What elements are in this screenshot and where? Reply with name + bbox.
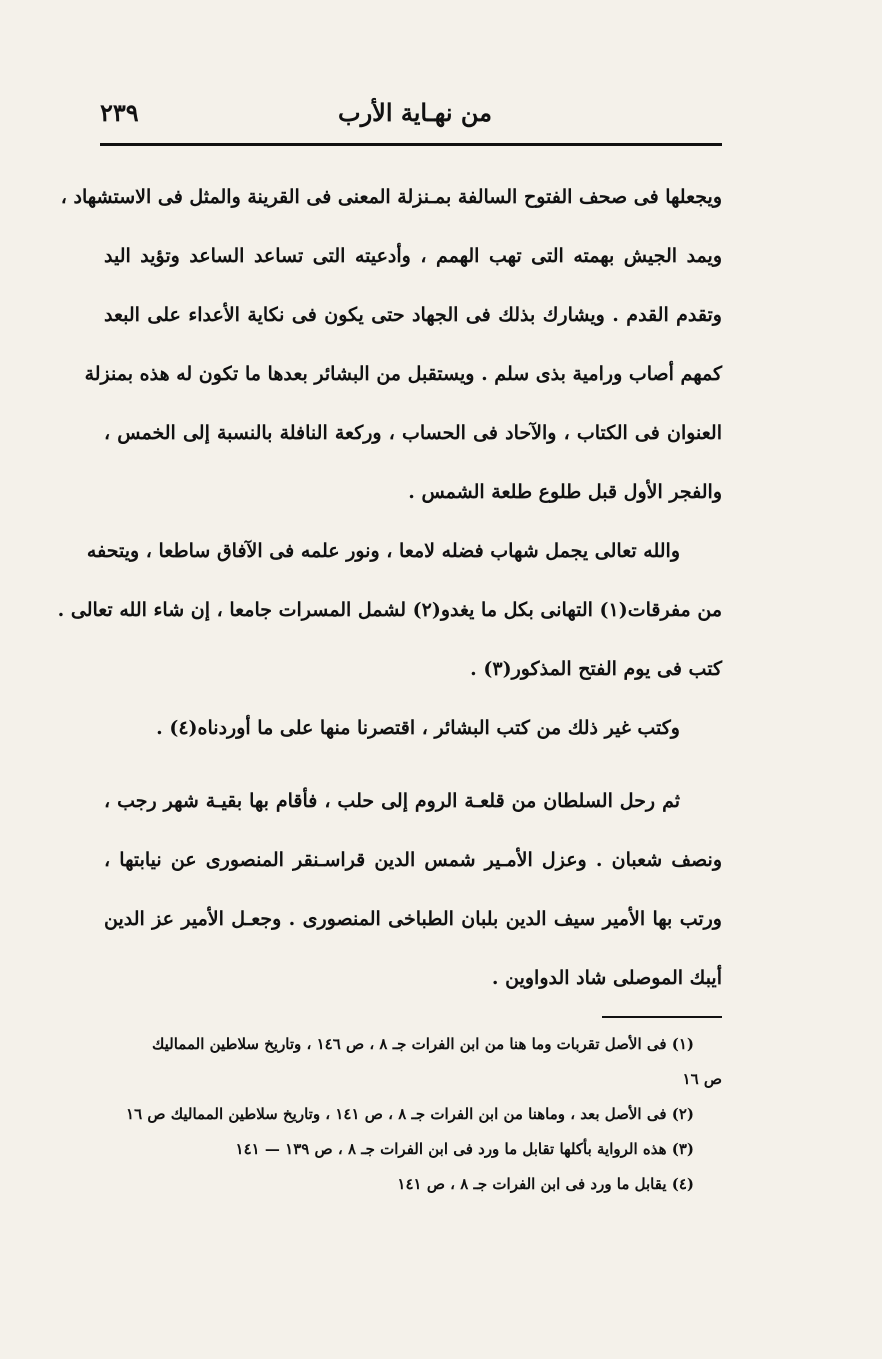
- text-line: العنوان فى الكتاب ، والآحاد فى الحساب ، وركعة النافلة بالنسبة إلى الخمس ،: [104, 422, 722, 444]
- text-line: من مفرقات(١) التهانى بكل ما يغدو(٢) لشمل المسرات جامعا ، إن شاء الله تعالى .: [57, 599, 722, 621]
- text-line: ثم رحل السلطان من قلعـة الروم إلى حلب ، فأقام بها بقيـة شهر رجب ،: [104, 790, 680, 812]
- text-line: والله تعالى يجمل شهاب فضله لامعا ، ونور علمه فى الآفاق ساطعا ، ويتحفه: [86, 540, 680, 562]
- text-line: كتب فى يوم الفتح المذكور(٣) .: [470, 658, 722, 680]
- text-line: وكتب غير ذلك من كتب البشائر ، اقتصرنا منها على ما أوردناه(٤) .: [156, 717, 680, 739]
- footnote-line: (١) فى الأصل تقربات وما هنا من ابن الفرات جـ ٨ ، ص ١٤٦ ، وتاريخ سلاطين المماليك: [151, 1035, 694, 1053]
- paragraph-gap: [104, 758, 722, 772]
- footnote-rule: [602, 1016, 722, 1018]
- text-line: ويمد الجيش بهمته التى تهب الهمم ، وأدعيته التى تساعد الساعد وتؤيد اليد: [104, 245, 722, 267]
- text-line: ونصف شعبان . وعزل الأمـير شمس الدين قراسـنقر المنصورى عن نيابتها ،: [104, 849, 722, 871]
- text-line: أيبك الموصلى شاد الدواوين .: [491, 967, 722, 989]
- text-line: والفجر الأول قبل طلوع طلعة الشمس .: [408, 481, 722, 503]
- running-title: من نهـاية الأرب: [337, 98, 492, 127]
- footnote-line: (٣) هذه الرواية بأكلها تقابل ما ورد فى ابن الفرات جـ ٨ ، ص ١٣٩ — ١٤١: [235, 1140, 694, 1158]
- text-line: ويجعلها فى صحف الفتوح السالفة بمـنزلة المعنى فى القرينة والمثل فى الاستشهاد ،: [60, 186, 722, 208]
- footnote-line: ص ١٦: [682, 1070, 722, 1088]
- text-line: وتقدم القدم . ويشارك بذلك فى الجهاد حتى يكون فى نكاية الأعداء على البعد: [104, 304, 722, 326]
- page-header: [100, 90, 722, 140]
- footnote-line: (٢) فى الأصل بعد ، وماهنا من ابن الفرات جـ ٨ ، ص ١٤١ ، وتاريخ سلاطين المماليك ص ١٦: [126, 1105, 694, 1123]
- text-line: كمهم أصاب ورامية بذى سلم . ويستقبل من البشائر بعدها ما تكون له هذه بمنزلة: [84, 363, 722, 385]
- footnote-line: (٤) يقابل ما ورد فى ابن الفرات جـ ٨ ، ص ١٤١: [397, 1175, 694, 1193]
- text-line: ورتب بها الأمير سيف الدين بلبان الطباخى المنصورى . وجعـل الأمير عز الدين: [104, 908, 722, 930]
- main-text: [57, 168, 722, 1008]
- header-rule: [100, 143, 722, 146]
- page-number: ٢٣٩: [100, 98, 139, 127]
- footnotes: [104, 1027, 722, 1202]
